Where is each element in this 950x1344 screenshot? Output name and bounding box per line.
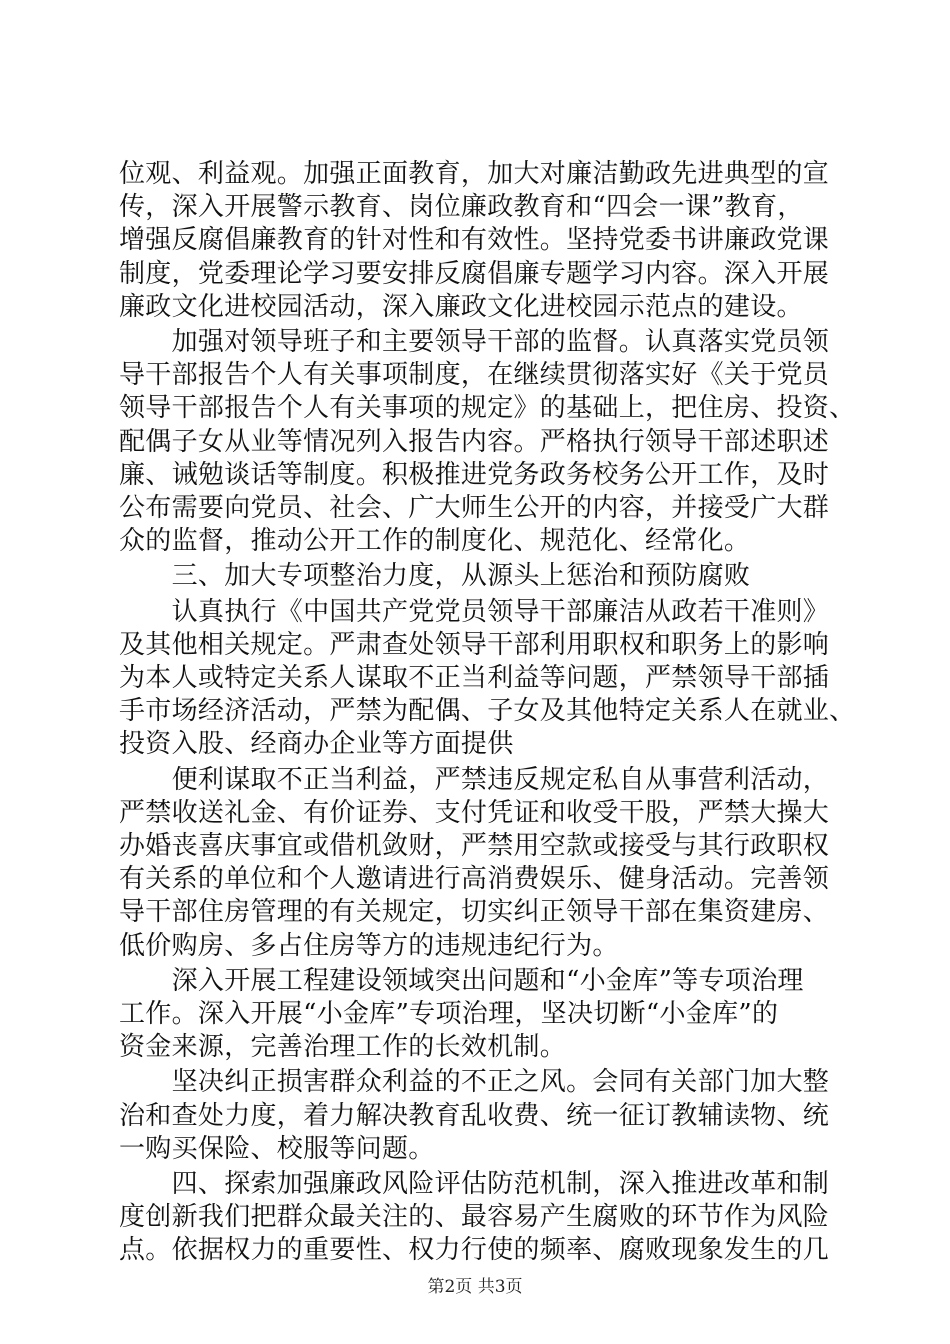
- text-line: 有关系的单位和个人邀请进行高消费娱乐、健身活动。完善领: [119, 864, 830, 894]
- section-heading: 三、加大专项整治力度，从源头上惩治和预防腐败: [119, 561, 751, 591]
- text-line: 增强反腐倡廉教育的针对性和有效性。坚持党委书讲廉政党课: [119, 225, 830, 255]
- text-line: 点。依据权力的重要性、权力行使的频率、腐败现象发生的几: [119, 1235, 830, 1265]
- text-line: 四、探索加强廉政风险评估防范机制，深入推进改革和制: [119, 1169, 830, 1199]
- text-line: 度创新我们把群众最关注的、最容易产生腐败的环节作为风险: [119, 1202, 830, 1232]
- text-line: 一购买保险、校服等问题。: [119, 1134, 435, 1164]
- text-line: 导干部报告个人有关事项制度，在继续贯彻落实好《关于党员: [119, 360, 830, 390]
- text-line: 加强对领导班子和主要领导干部的监督。认真落实党员领: [119, 327, 830, 357]
- text-line: 廉政文化进校园活动，深入廉政文化进校园示范点的建设。: [119, 292, 803, 322]
- text-line: 严禁收送礼金、有价证券、支付凭证和收受干股，严禁大操大: [119, 798, 830, 828]
- text-line: 资金来源，完善治理工作的长效机制。: [119, 1032, 567, 1062]
- text-line: 领导干部报告个人有关事项的规定》的基础上，把住房、投资、: [119, 393, 856, 423]
- text-line: 传，深入开展警示教育、岗位廉政教育和“四会一课”教育，: [119, 192, 804, 222]
- text-line: 工作。深入开展“小金库”专项治理，坚决切断“小金库”的: [119, 999, 779, 1029]
- text-line: 及其他相关规定。严肃查处领导干部利用职权和职务上的影响: [119, 630, 830, 660]
- text-line: 众的监督，推动公开工作的制度化、规范化、经常化。: [119, 526, 751, 556]
- text-line: 配偶子女从业等情况列入报告内容。严格执行领导干部述职述: [119, 427, 830, 457]
- text-line: 办婚丧喜庆事宜或借机敛财，严禁用空款或接受与其行政职权: [119, 831, 830, 861]
- text-line: 治和查处力度，着力解决教育乱收费、统一征订教辅读物、统: [119, 1101, 830, 1131]
- text-line: 导干部住房管理的有关规定，切实纠正领导干部在集资建房、: [119, 897, 830, 927]
- text-line: 投资入股、经商办企业等方面提供: [119, 729, 514, 759]
- text-line: 制度，党委理论学习要安排反腐倡廉专题学习内容。深入开展: [119, 259, 830, 289]
- text-line: 坚决纠正损害群众利益的不正之风。会同有关部门加大整: [119, 1067, 830, 1097]
- text-line: 廉、诫勉谈话等制度。积极推进党务政务校务公开工作，及时: [119, 460, 830, 490]
- text-line: 手市场经济活动，严禁为配偶、子女及其他特定关系人在就业、: [119, 696, 856, 726]
- text-line: 为本人或特定关系人谋取不正当利益等问题，严禁领导干部插: [119, 663, 830, 693]
- text-line: 深入开展工程建设领域突出问题和“小金库”等专项治理: [119, 966, 804, 996]
- text-line: 便利谋取不正当利益，严禁违反规定私自从事营利活动，: [119, 765, 830, 795]
- page-footer: 第2页 共3页: [427, 1277, 523, 1297]
- text-line: 低价购房、多占住房等方的违规违纪行为。: [119, 931, 619, 961]
- text-line: 公布需要向党员、社会、广大师生公开的内容，并接受广大群: [119, 493, 830, 523]
- text-line: 认真执行《中国共产党党员领导干部廉洁从政若干准则》: [119, 597, 830, 627]
- text-line: 位观、利益观。加强正面教育，加大对廉洁勤政先进典型的宣: [119, 159, 830, 189]
